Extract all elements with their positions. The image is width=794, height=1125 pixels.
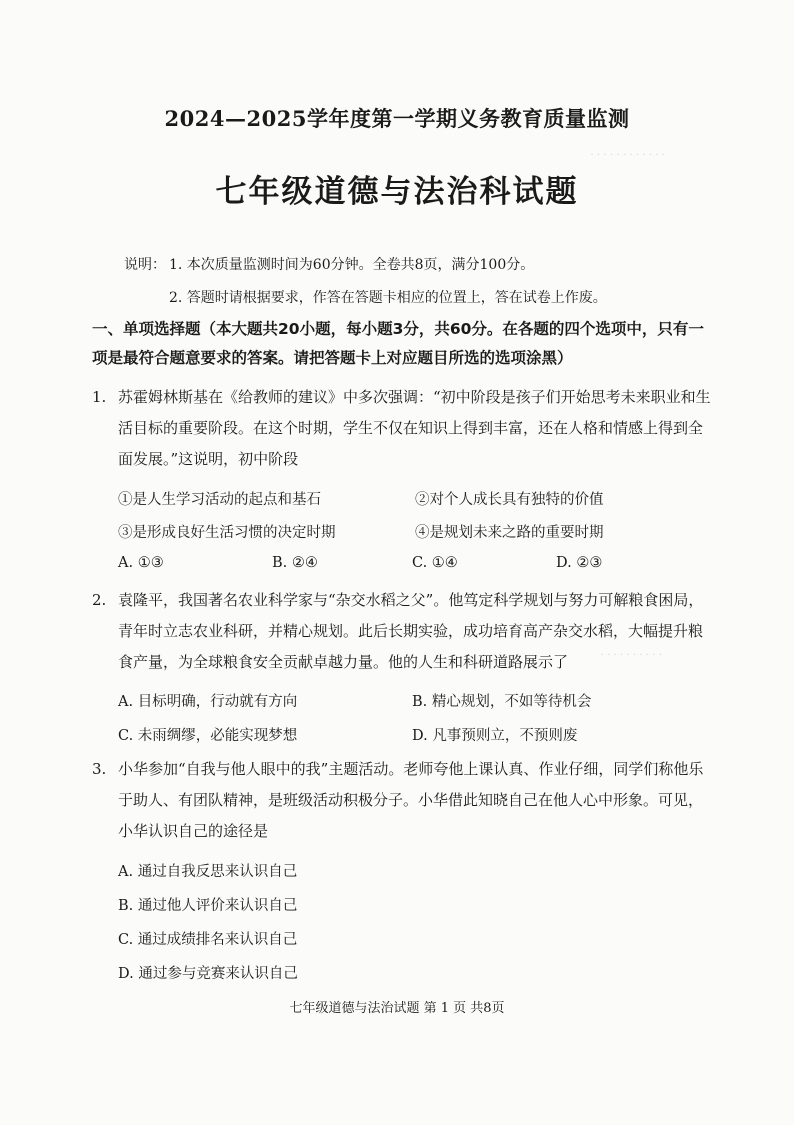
question-3 (92, 754, 712, 847)
question-stem: 苏霍姆林斯基在《给教师的建议》中多次强调：“初中阶段是孩子们开始思考未来职业和生活目标的重要阶段。在这个时期，学生不仅在知识上得到丰富，还在人格和情感上得到全面发展。”这说明，初中阶段 (118, 388, 711, 468)
option-a: A. ①③ (118, 555, 164, 571)
section-heading-line-2: 项是最符合题意要求的答案。请把答题卡上对应题目所选的选项涂黑） (92, 349, 573, 367)
statement-4: ④是规划未来之路的重要时期 (415, 525, 604, 541)
bleed-through-text: ．．．．．．．．．． (600, 644, 672, 659)
question-1 (92, 382, 712, 475)
option-c: C. 未雨绸缪，必能实现梦想 (118, 728, 298, 744)
option-b: B. 通过他人评价来认识自己 (118, 898, 298, 914)
instruction-line-2: 2. 答题时请根据要求，作答在答题卡相应的位置上，答在试卷上作废。 (169, 290, 607, 306)
section-heading-line-1: 一、单项选择题（本大题共20小题，每小题3分，共60分。在各题的四个选项中，只有一 (92, 320, 704, 338)
statement-1: ①是人生学习活动的起点和基石 (118, 492, 321, 508)
question-number: 3. (92, 760, 107, 778)
question-stem: 小华参加“自我与他人眼中的我”主题活动。老师夸他上课认真、作业仔细，同学们称他乐于助人、有团队精神，是班级活动积极分子。小华借此知晓自己在他人心中形象。可见，小华认识自己的途径是 (118, 760, 704, 840)
statement-2: ②对个人成长具有独特的价值 (415, 492, 604, 508)
option-a: A. 通过自我反思来认识自己 (118, 864, 298, 880)
option-d: D. 凡事预则立，不预则废 (412, 728, 578, 744)
question-2 (92, 585, 712, 678)
exam-title: 2024—2025学年度第一学期义务教育质量监测 (164, 106, 630, 131)
option-b: B. ②④ (272, 555, 318, 571)
question-number: 2. (92, 591, 107, 609)
option-d: D. ②③ (556, 555, 603, 571)
section-heading (92, 315, 722, 373)
statement-3: ③是形成良好生活习惯的决定时期 (118, 525, 336, 541)
page-footer: 七年级道德与法治试题 第 1 页 共8页 (289, 1001, 505, 1016)
question-stem: 袁隆平，我国著名农业科学家与“杂交水稻之父”。他笃定科学规划与努力可解粮食困局，青年时立志农业科研，并精心规划。此后长期实验，成功培育高产杂交水稻，大幅提升粮食产量，为全球粮食安全贡献卓越力量。他的人生和科研道路展示了 (118, 591, 704, 671)
option-a: A. 目标明确，行动就有方向 (118, 694, 298, 710)
question-number: 1. (92, 388, 107, 406)
instruction-line-1: 1. 本次质量监测时间为60分钟。全卷共8页，满分100分。 (169, 257, 535, 273)
option-d: D. 通过参与竞赛来认识自己 (118, 966, 298, 982)
option-c: C. 通过成绩排名来认识自己 (118, 932, 298, 948)
bleed-through-text: ．．．．．．．．．．．． (590, 144, 675, 159)
option-b: B. 精心规划，不如等待机会 (412, 694, 592, 710)
option-c: C. ①④ (412, 555, 458, 571)
subject-title: 七年级道德与法治科试题 (215, 174, 579, 210)
instructions-label: 说明： (124, 257, 166, 273)
